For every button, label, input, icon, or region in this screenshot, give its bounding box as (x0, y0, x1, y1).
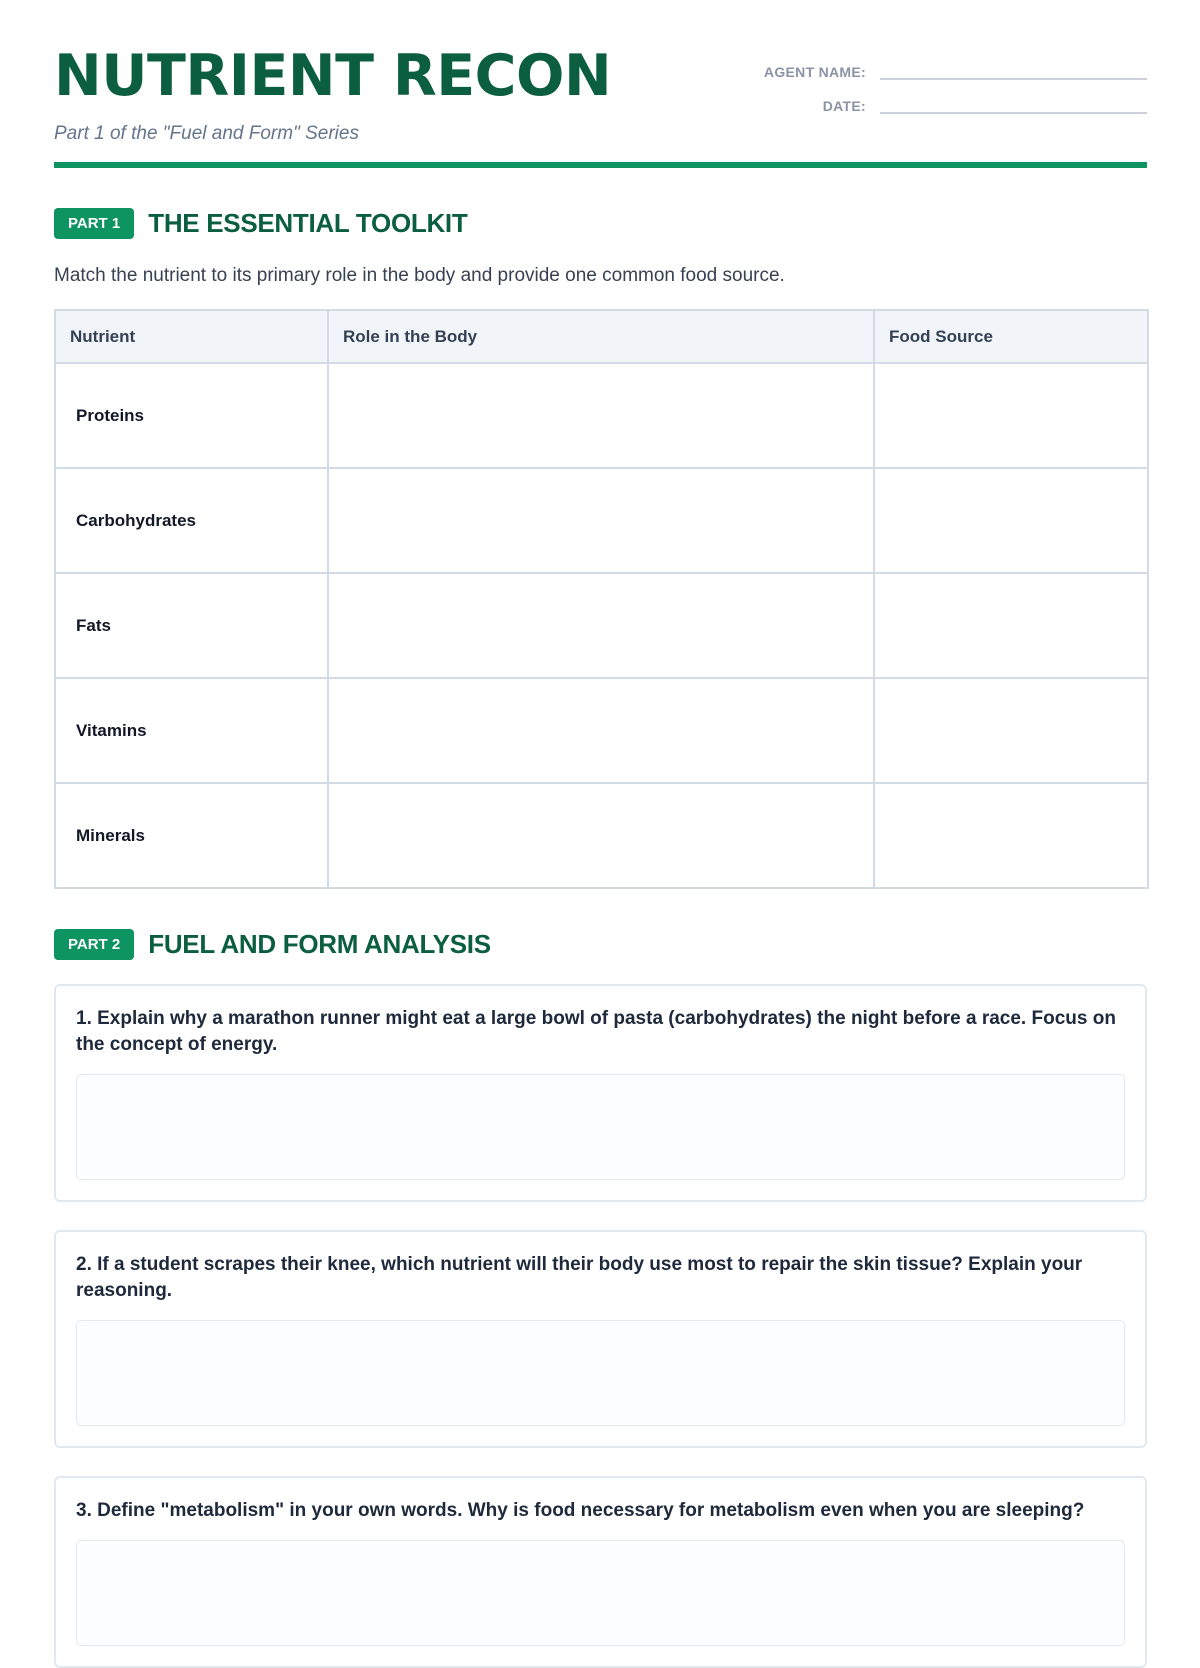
food-source-answer-cell[interactable] (874, 783, 1148, 888)
worksheet-page (54, 0, 1147, 1668)
table-row (55, 678, 1148, 783)
question-text: 3. Define "metabolism" in your own words. Why is food necessary for metabolism even when you are sleeping? (76, 1500, 1085, 1521)
food-source-answer-cell[interactable] (874, 363, 1148, 468)
date-label: DATE: (822, 98, 866, 114)
column-header-food-source: Food Source (874, 310, 1148, 363)
part2-title: FUEL AND FORM ANALYSIS (148, 929, 491, 959)
date-field[interactable] (880, 106, 1147, 114)
table-row (55, 468, 1148, 573)
food-source-answer-cell[interactable] (874, 468, 1148, 573)
date-row (747, 86, 1147, 114)
agent-name-label: AGENT NAME: (763, 64, 866, 80)
answer-box[interactable] (76, 1540, 1125, 1646)
nutrient-cell: Vitamins (55, 678, 328, 783)
nutrient-cell: Fats (55, 573, 328, 678)
question-text: 1. Explain why a marathon runner might eat a large bowl of pasta (carbohydrates) the night before a race. Focus on the concept of energy. (76, 1008, 1116, 1055)
part1-title: THE ESSENTIAL TOOLKIT (148, 208, 468, 238)
answer-box[interactable] (76, 1074, 1125, 1180)
table-row (55, 783, 1148, 888)
question-card (54, 984, 1147, 1202)
role-answer-cell[interactable] (328, 783, 874, 888)
part1-instructions: Match the nutrient to its primary role in the body and provide one common food source. (54, 265, 785, 286)
food-source-answer-cell[interactable] (874, 678, 1148, 783)
food-source-answer-cell[interactable] (874, 573, 1148, 678)
nutrient-cell: Proteins (55, 363, 328, 468)
role-answer-cell[interactable] (328, 363, 874, 468)
student-info (747, 52, 1147, 120)
part2-badge: PART 2 (54, 929, 134, 960)
role-answer-cell[interactable] (328, 573, 874, 678)
worksheet-title: NUTRIENT RECON (54, 43, 612, 109)
agent-name-row (747, 52, 1147, 80)
agent-name-field[interactable] (880, 72, 1147, 80)
role-answer-cell[interactable] (328, 468, 874, 573)
question-text: 2. If a student scrapes their knee, which nutrient will their body use most to repair the skin tissue? Explain your reasoning. (76, 1254, 1083, 1301)
table-row (55, 363, 1148, 468)
question-card (54, 1476, 1147, 1668)
worksheet-subtitle: Part 1 of the "Fuel and Form" Series (54, 123, 359, 144)
role-answer-cell[interactable] (328, 678, 874, 783)
column-header-nutrient: Nutrient (55, 310, 328, 363)
table-row (55, 573, 1148, 678)
nutrient-cell: Carbohydrates (55, 468, 328, 573)
part1-badge: PART 1 (54, 208, 134, 239)
answer-box[interactable] (76, 1320, 1125, 1426)
part2-header (54, 929, 1147, 960)
table-header-row (55, 310, 1148, 363)
question-card (54, 1230, 1147, 1448)
nutrient-table (54, 309, 1149, 889)
nutrient-cell: Minerals (55, 783, 328, 888)
part1-header (54, 208, 1147, 239)
column-header-role: Role in the Body (328, 310, 874, 363)
worksheet-header (54, 0, 1147, 168)
